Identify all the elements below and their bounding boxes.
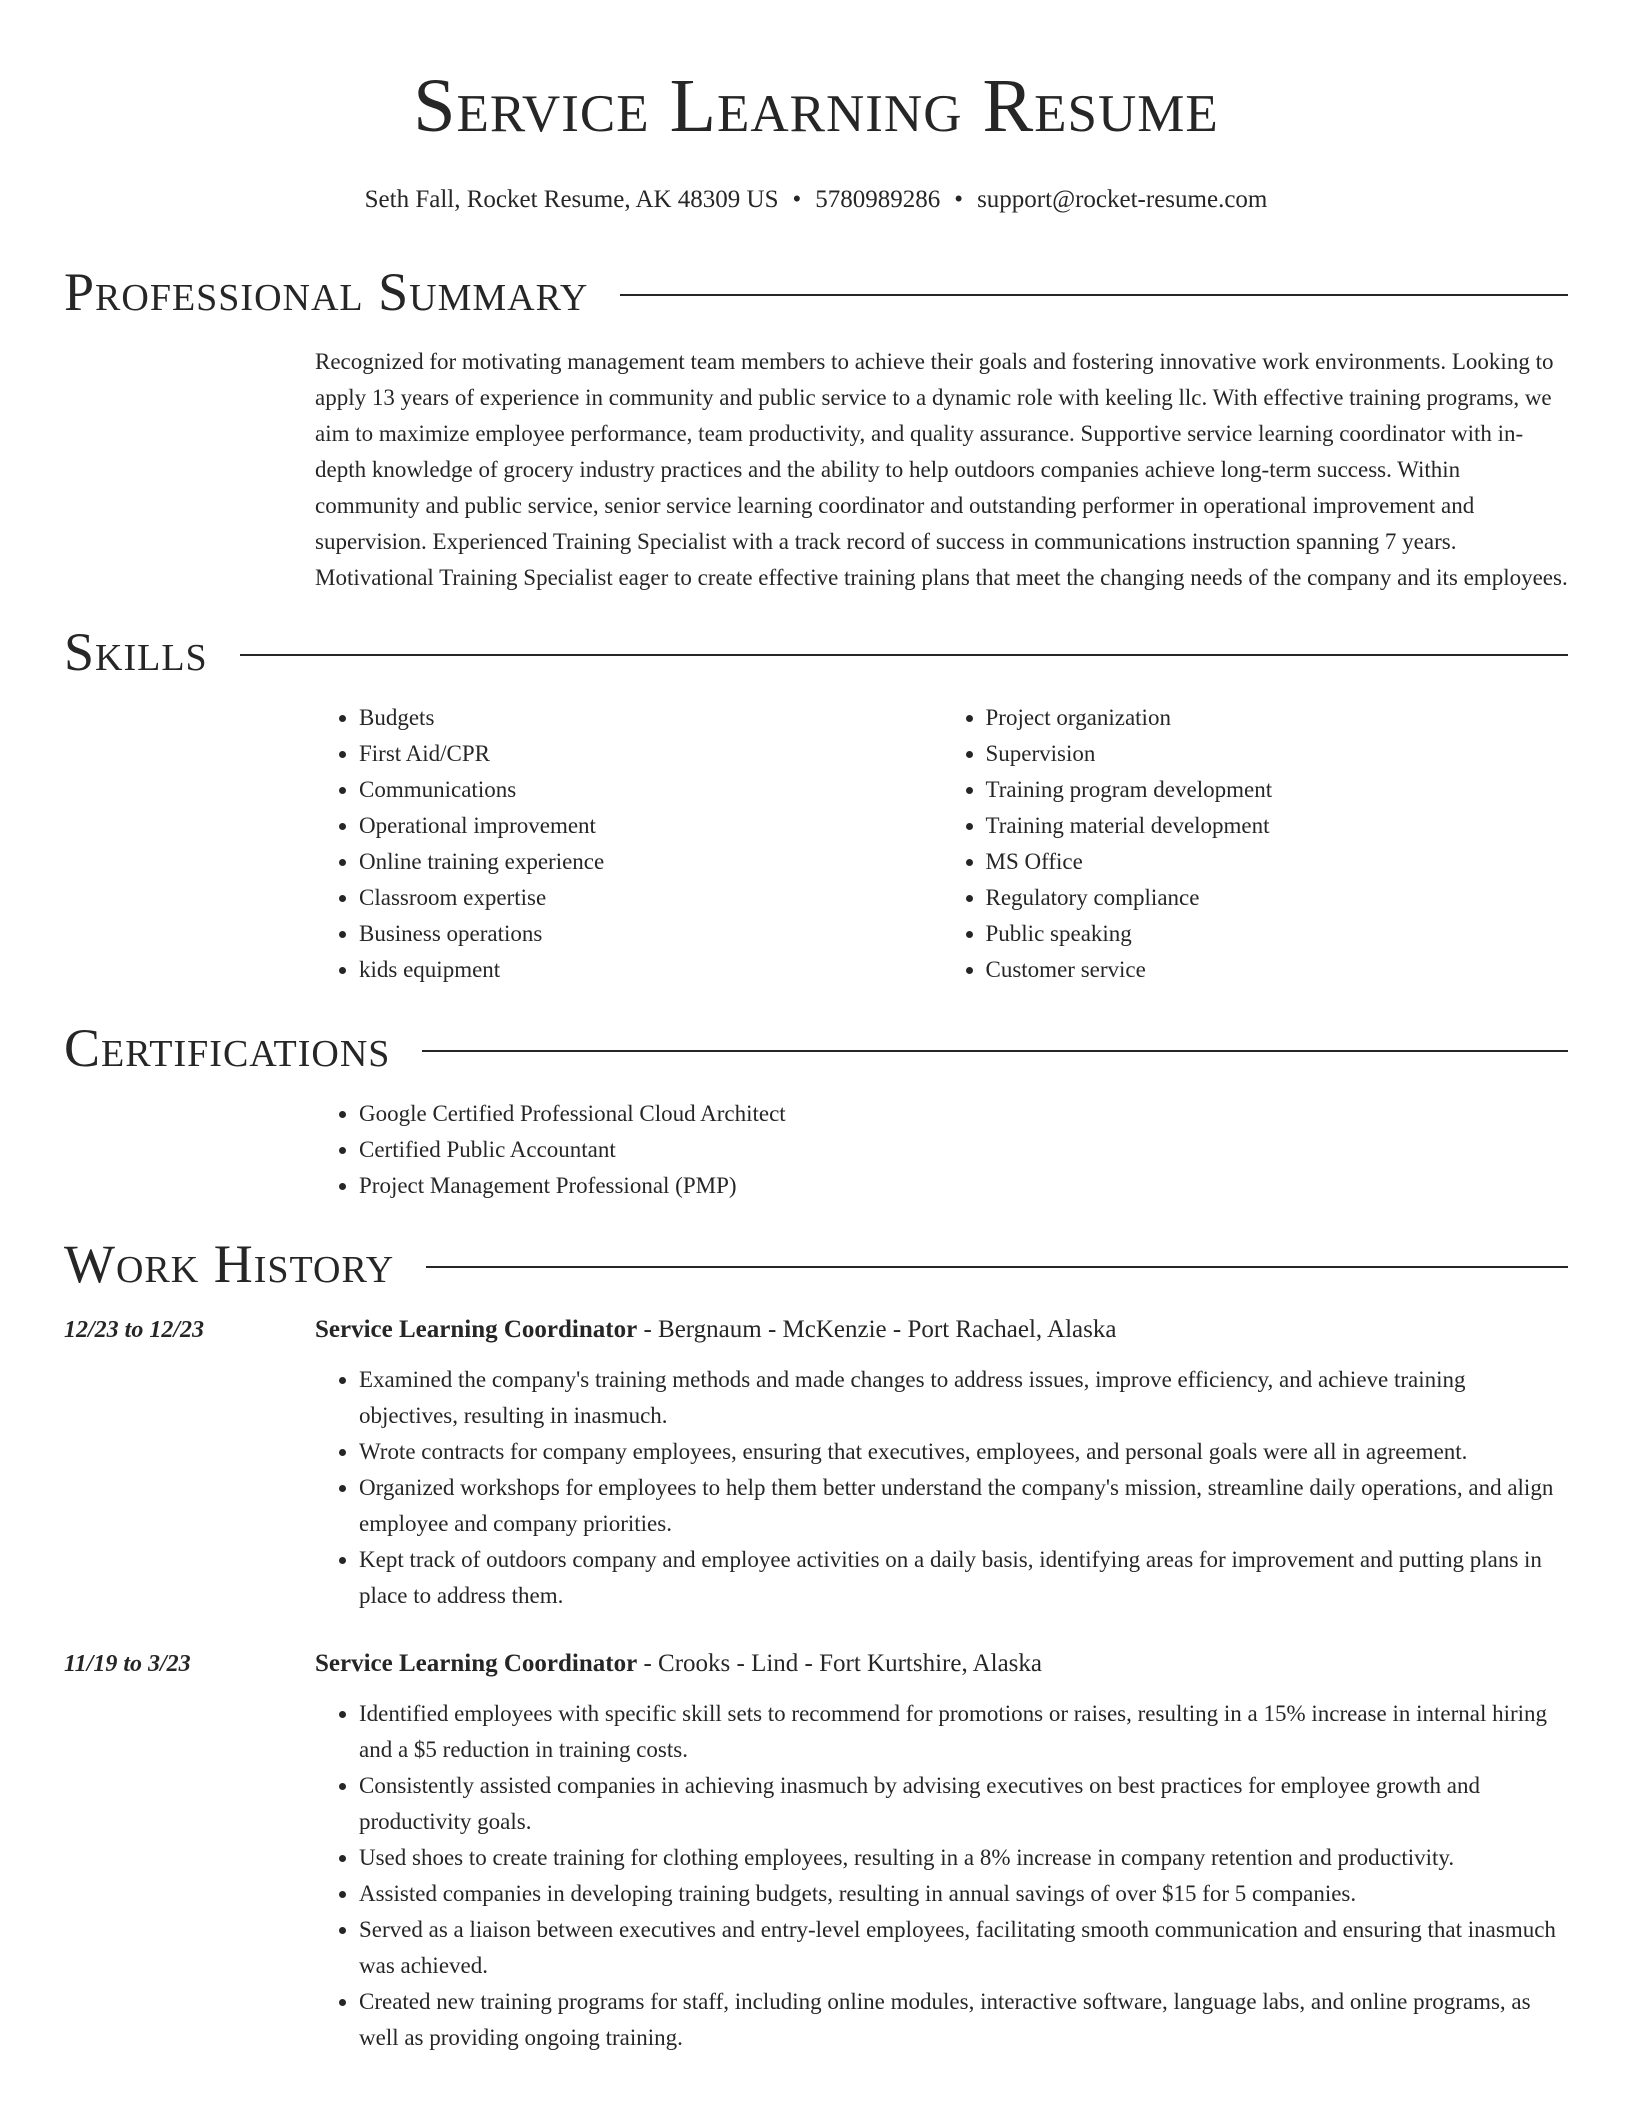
work-heading: Work History [64, 1234, 395, 1294]
skills-heading: Skills [64, 622, 208, 682]
list-item: • Supervision [986, 736, 1569, 772]
certifications-section-header [64, 1018, 1568, 1078]
work-section-header [64, 1234, 1568, 1294]
list-item: • Online training experience [359, 844, 942, 880]
list-item: • kids equipment [359, 952, 942, 988]
job-employer-details: - Crooks - Lind - Fort Kurtshire, Alaska [637, 1650, 1042, 1677]
list-item: • Project Management Professional (PMP) [359, 1168, 1568, 1204]
list-item: • Project organization [986, 700, 1569, 736]
list-item: • Classroom expertise [359, 880, 942, 916]
job-bullets [315, 1362, 1568, 1614]
list-item: • Budgets [359, 700, 942, 736]
list-item: • Business operations [359, 916, 942, 952]
list-item: • Certified Public Accountant [359, 1132, 1568, 1168]
list-item: • First Aid/CPR [359, 736, 942, 772]
skills-grid [64, 700, 1568, 988]
section-divider [426, 1266, 1568, 1268]
list-item: • Assisted companies in developing training budgets, resulting in annual savings of over $15 for 5 companies. [359, 1876, 1568, 1912]
contact-line [64, 184, 1568, 216]
job-header [64, 1646, 1568, 1682]
skills-list-left [315, 700, 942, 988]
list-item: • Consistently assisted companies in achieving inasmuch by advising executives on best practices for employee growth and productivity goals. [359, 1768, 1568, 1840]
summary-heading: Professional Summary [64, 262, 589, 322]
job-title-line [315, 1312, 1116, 1348]
list-item: • Operational improvement [359, 808, 942, 844]
list-item: • Public speaking [986, 916, 1569, 952]
section-divider [422, 1050, 1568, 1052]
list-item: • Organized workshops for employees to help them better understand the company's mission, streamline daily operations, and align employee and company priorities. [359, 1470, 1568, 1542]
contact-separator: • [954, 186, 964, 213]
job-title: Service Learning Coordinator [315, 1316, 638, 1343]
resume-title: Service Learning Resume [413, 64, 1219, 148]
list-item: • Google Certified Professional Cloud Architect [359, 1096, 1568, 1132]
certifications-heading: Certifications [64, 1018, 391, 1078]
list-item: • Served as a liaison between executives and entry-level employees, facilitating smooth communication and ensuring that inasmuch was achieved. [359, 1912, 1568, 1984]
contact-email: support@rocket-resume.com [977, 186, 1268, 213]
job-bullets [315, 1696, 1568, 2056]
list-item: • Examined the company's training methods and made changes to address issues, improve efficiency, and achieve training objectives, resulting in inasmuch. [359, 1362, 1568, 1434]
skills-section-header [64, 622, 1568, 682]
summary-text: Recognized for motivating management team members to achieve their goals and fostering innovative work environments. Looking to apply 13 years of experience in community and public service to a dynamic role with keeling llc. With effective training programs, we aim to maximize employee performance, team productivity, and quality assurance. Supportive service learning coordinator with in-depth knowledge of grocery industry practices and the ability to help outdoors companies achieve long-term success. Within community and public service, senior service learning coordinator and outstanding performer in operational improvement and supervision. Experienced Training Specialist with a track record of success in communications instruction spanning 7 years. Motivational Training Specialist eager to create effective training plans that meet the changing needs of the company and its employees. [315, 349, 1568, 590]
job-dates: 11/19 to 3/23 [64, 1651, 191, 1677]
section-divider [620, 294, 1568, 296]
skills-list-right [942, 700, 1569, 988]
job-bullets-wrap [64, 1696, 1568, 2056]
list-item: • Wrote contracts for company employees, ensuring that executives, employees, and personal goals were all in agreement. [359, 1434, 1568, 1470]
list-item: • Customer service [986, 952, 1569, 988]
list-item: • Communications [359, 772, 942, 808]
certifications-list-wrap [64, 1096, 1568, 1204]
job-entry [64, 1646, 1568, 2056]
list-item: • Regulatory compliance [986, 880, 1569, 916]
list-item: • MS Office [986, 844, 1569, 880]
list-item: • Training program development [986, 772, 1569, 808]
summary-section-header [64, 262, 1568, 322]
certifications-list [315, 1096, 1568, 1204]
list-item: • Training material development [986, 808, 1569, 844]
job-employer-details: - Bergnaum - McKenzie - Port Rachael, Alaska [637, 1316, 1117, 1343]
job-header [64, 1312, 1568, 1348]
job-dates: 12/23 to 12/23 [64, 1317, 205, 1343]
list-item: • Used shoes to create training for clothing employees, resulting in a 8% increase in company retention and productivity. [359, 1840, 1568, 1876]
contact-separator: • [792, 186, 802, 213]
section-divider [240, 654, 1568, 656]
list-item: • Created new training programs for staff, including online modules, interactive software, language labs, and online programs, as well as providing ongoing training. [359, 1984, 1568, 2056]
job-bullets-wrap [64, 1362, 1568, 1614]
work-history-list [64, 1312, 1568, 2056]
list-item: • Identified employees with specific skill sets to recommend for promotions or raises, resulting in a 15% increase in internal hiring and a $5 reduction in training costs. [359, 1696, 1568, 1768]
list-item: • Kept track of outdoors company and employee activities on a daily basis, identifying areas for improvement and putting plans in place to address them. [359, 1542, 1568, 1614]
job-entry [64, 1312, 1568, 1614]
contact-phone: 5780989286 [815, 186, 941, 213]
contact-address: Seth Fall, Rocket Resume, AK 48309 US [364, 186, 779, 213]
job-title: Service Learning Coordinator [315, 1650, 638, 1677]
job-title-line [315, 1646, 1042, 1682]
